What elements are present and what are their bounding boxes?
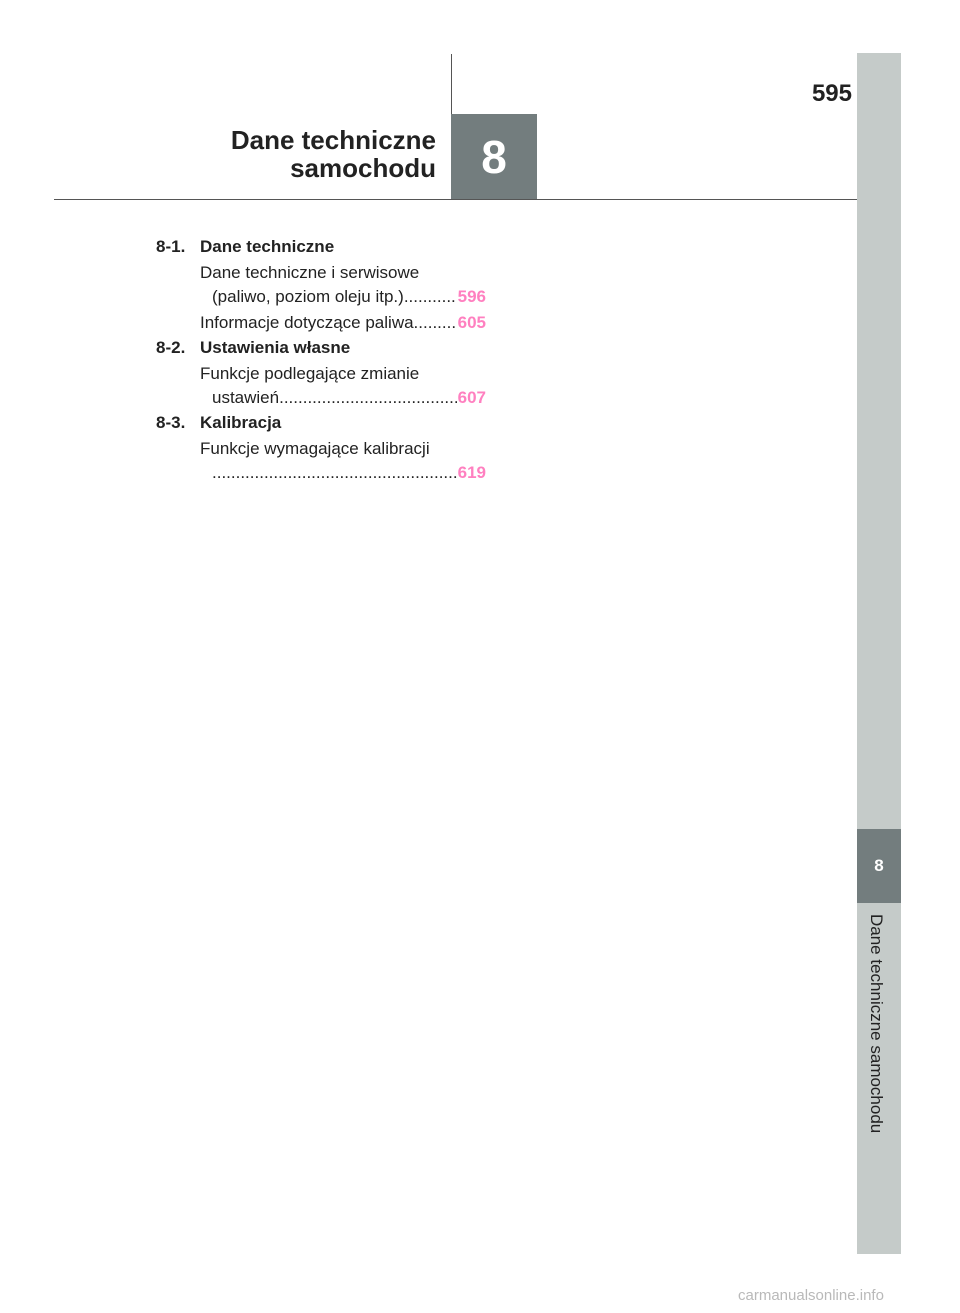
toc-page-link[interactable]: 619 <box>457 463 486 482</box>
toc-section <box>156 337 486 362</box>
watermark: carmanualsonline.info <box>738 1287 884 1304</box>
side-chapter-tab[interactable]: 8 <box>857 829 901 903</box>
toc-section-title: Ustawienia własne <box>200 338 351 357</box>
toc-leader-dots <box>279 386 457 410</box>
toc-section <box>156 412 486 437</box>
toc-page-link[interactable]: 607 <box>457 388 486 407</box>
side-chapter-label: Dane techniczne samochodu <box>867 914 886 1134</box>
toc-section-number: 8-3. <box>156 413 186 432</box>
toc-section-title: Dane techniczne <box>200 237 335 256</box>
chapter-number-box: 8 <box>451 114 537 199</box>
chapter-title <box>231 126 436 182</box>
header-horizontal-rule <box>54 199 858 200</box>
toc-leader-dots <box>414 311 457 335</box>
toc-entry-line1: Informacje dotyczące paliwa <box>200 313 414 332</box>
chapter-title-line2: samochodu <box>290 153 436 183</box>
toc-page-link[interactable]: 596 <box>457 287 486 306</box>
page-number: 595 <box>811 80 852 107</box>
toc-section <box>156 236 486 261</box>
toc-page-link[interactable]: 605 <box>457 313 486 332</box>
toc-section-number: 8-2. <box>156 338 186 357</box>
toc-entry-line1: Dane techniczne i serwisowe <box>200 263 420 282</box>
toc-section-title: Kalibracja <box>200 413 282 432</box>
toc-leader-dots <box>404 285 457 309</box>
table-of-contents <box>156 236 486 487</box>
toc-entry-line1: Funkcje wymagające kalibracji <box>200 439 430 458</box>
toc-entry[interactable] <box>200 362 486 410</box>
chapter-title-line1: Dane techniczne <box>230 125 436 155</box>
toc-entry[interactable] <box>200 261 486 309</box>
toc-entry-line1: Funkcje podlegające zmianie <box>200 364 420 383</box>
toc-entry[interactable] <box>200 437 486 485</box>
toc-entry[interactable] <box>200 311 486 335</box>
toc-entry-line2: ustawień <box>212 388 280 407</box>
toc-leader-dots <box>212 461 457 485</box>
toc-section-number: 8-1. <box>156 237 186 256</box>
toc-entry-line2: (paliwo, poziom oleju itp.) <box>212 287 404 306</box>
